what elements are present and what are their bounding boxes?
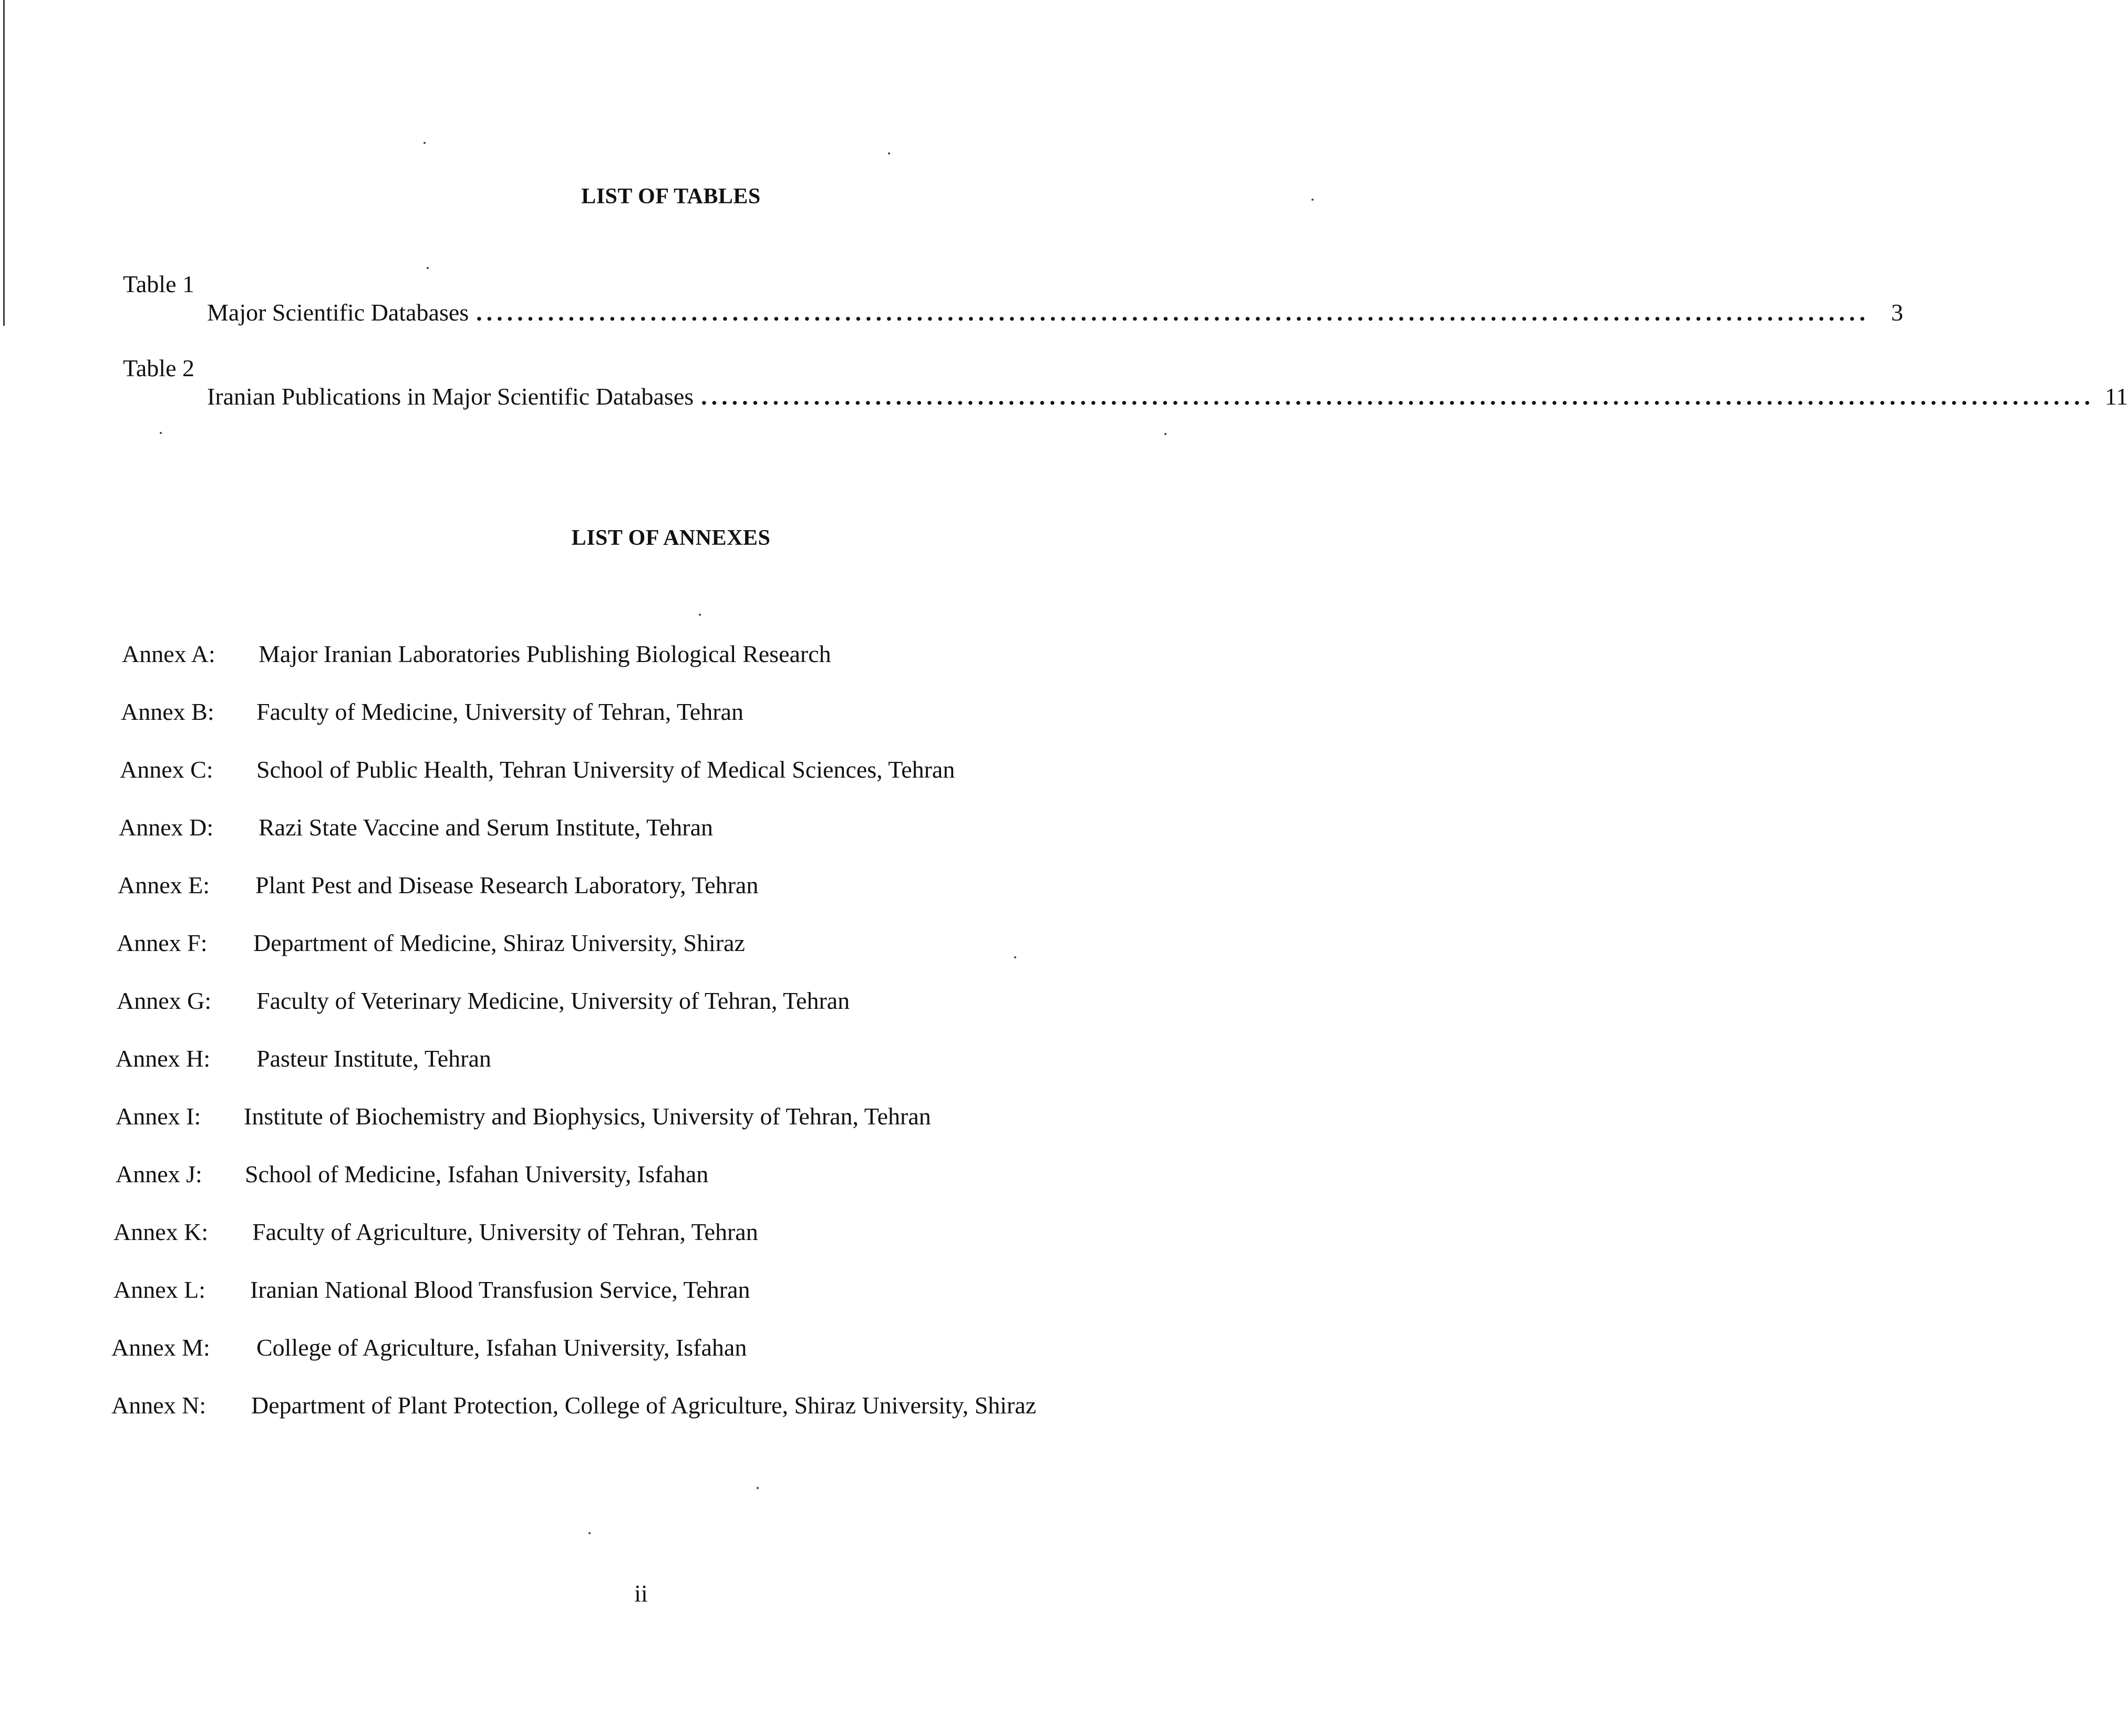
annex-row bbox=[0, 1393, 1208, 1425]
table-2-page: 11 bbox=[2104, 383, 2128, 410]
annex-title: College of Agriculture, Isfahan University, Isfahan bbox=[256, 1334, 747, 1361]
annex-title: Faculty of Agriculture, University of Tehran, Tehran bbox=[252, 1218, 758, 1245]
annex-row bbox=[0, 1104, 1208, 1136]
annex-label: Annex N: bbox=[111, 1392, 206, 1419]
annex-row bbox=[0, 873, 1208, 905]
annex-label: Annex M: bbox=[111, 1334, 210, 1361]
annex-row bbox=[0, 815, 1208, 847]
annex-title: Iranian National Blood Transfusion Service, Tehran bbox=[250, 1276, 750, 1303]
table-1-page: 3 bbox=[1891, 299, 1904, 326]
annex-label: Annex B: bbox=[121, 698, 214, 725]
annex-label: Annex A: bbox=[122, 640, 215, 667]
annex-label: Annex D: bbox=[119, 814, 214, 841]
annex-label: Annex C: bbox=[120, 756, 213, 783]
annex-row bbox=[0, 642, 1208, 674]
annex-title: Pasteur Institute, Tehran bbox=[256, 1045, 491, 1072]
table-2-title: Iranian Publications in Major Scientific Databases bbox=[207, 383, 694, 410]
annex-title: Major Iranian Laboratories Publishing Biological Research bbox=[259, 640, 831, 667]
annex-title: Department of Medicine, Shiraz University, Shiraz bbox=[253, 929, 745, 956]
annex-label: Annex J: bbox=[116, 1161, 202, 1187]
scan-speck bbox=[588, 1532, 591, 1534]
page-scan-edge bbox=[3, 0, 5, 326]
annex-row bbox=[0, 931, 1208, 963]
scan-speck bbox=[427, 267, 429, 269]
scan-speck bbox=[1164, 433, 1166, 435]
scan-speck bbox=[1311, 199, 1314, 201]
scan-speck bbox=[757, 1487, 759, 1489]
annex-title: Plant Pest and Disease Research Laboratory, Tehran bbox=[255, 872, 759, 898]
annex-row bbox=[0, 989, 1208, 1020]
table-2-label: Table 2 bbox=[123, 355, 195, 381]
tables-heading: LIST OF TABLES bbox=[581, 184, 761, 209]
scan-speck bbox=[423, 142, 426, 144]
annex-title: Department of Plant Protection, College of Agriculture, Shiraz University, Shiraz bbox=[251, 1392, 1037, 1419]
annex-label: Annex E: bbox=[118, 872, 210, 898]
table-2-entry bbox=[207, 383, 2128, 410]
annex-title: Faculty of Veterinary Medicine, University of Tehran, Tehran bbox=[256, 987, 850, 1014]
table-1-title: Major Scientific Databases bbox=[207, 299, 469, 326]
annex-title: School of Medicine, Isfahan University, Isfahan bbox=[245, 1161, 709, 1187]
annex-title: Razi State Vaccine and Serum Institute, Tehran bbox=[259, 814, 713, 841]
scan-speck bbox=[1014, 956, 1016, 958]
scan-speck bbox=[699, 614, 701, 616]
dot-leader: ........................................................................................................................................ bbox=[476, 299, 1870, 326]
annex-label: Annex I: bbox=[116, 1103, 201, 1130]
annex-title: Institute of Biochemistry and Biophysics, University of Tehran, Tehran bbox=[244, 1103, 931, 1130]
annex-row bbox=[0, 1278, 1208, 1309]
dot-leader: ........................................................................................................................................ bbox=[701, 383, 2095, 410]
scan-speck bbox=[160, 432, 162, 434]
scan-speck bbox=[888, 152, 890, 154]
table-1-label: Table 1 bbox=[123, 271, 195, 297]
annex-label: Annex L: bbox=[113, 1276, 206, 1303]
annex-label: Annex H: bbox=[116, 1045, 211, 1072]
annex-row bbox=[0, 758, 1208, 789]
annex-label: Annex G: bbox=[117, 987, 212, 1014]
annex-title: School of Public Health, Tehran University of Medical Sciences, Tehran bbox=[256, 756, 955, 783]
annex-row bbox=[0, 1047, 1208, 1078]
annex-row bbox=[0, 1336, 1208, 1367]
annex-row bbox=[0, 700, 1208, 731]
annex-row bbox=[0, 1220, 1208, 1252]
annex-label: Annex F: bbox=[117, 929, 208, 956]
annex-label: Annex K: bbox=[113, 1218, 209, 1245]
table-1-entry bbox=[207, 299, 1904, 326]
annexes-heading: LIST OF ANNEXES bbox=[571, 526, 771, 550]
annex-title: Faculty of Medicine, University of Tehran, Tehran bbox=[256, 698, 743, 725]
page-number: ii bbox=[634, 1580, 648, 1607]
annex-row bbox=[0, 1162, 1208, 1194]
